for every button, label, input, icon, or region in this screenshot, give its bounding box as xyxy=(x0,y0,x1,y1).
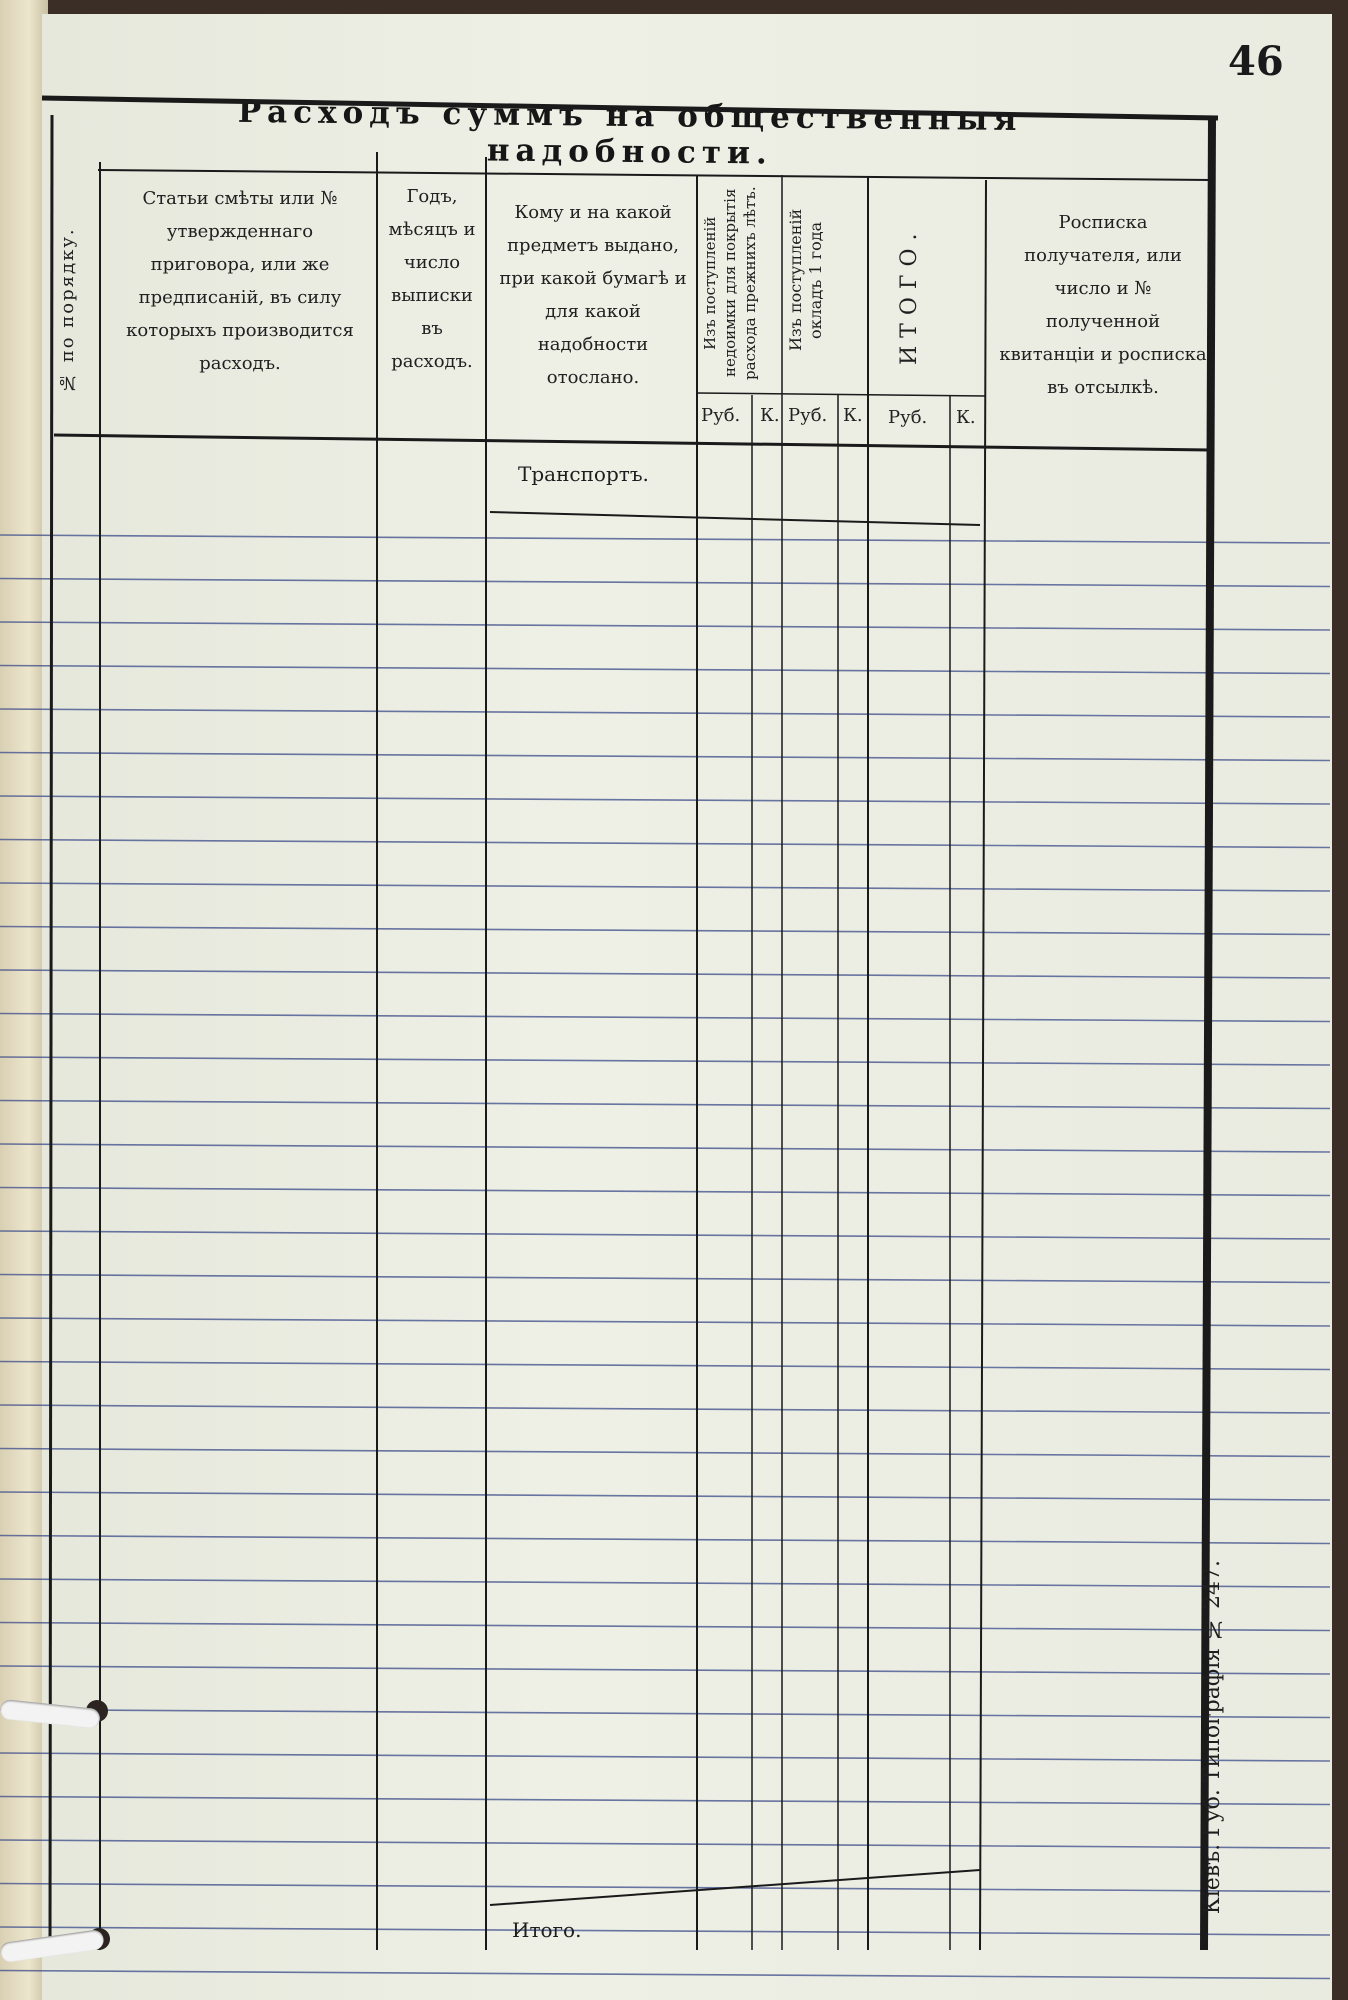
ruling-line xyxy=(0,1188,1330,1196)
ruling-line xyxy=(0,1797,1330,1805)
column-header-articles: Статьи смѣты или № утвержденнаго приговора, или же предписаній, въ силу которыхъ производится расходъ. xyxy=(126,188,354,374)
column-header-date: Годъ, мѣсяцъ и число выписки въ расходъ. xyxy=(388,186,476,372)
printer-imprint: Кіевъ. Губ. Типографія № 247. xyxy=(1200,1560,1225,1915)
transport-row-label: Транспортъ. xyxy=(518,462,649,486)
ruling-line xyxy=(0,622,1330,630)
ruling-line xyxy=(0,1579,1330,1587)
page-title: Расходъ суммъ на общественныя надобности. xyxy=(237,93,1023,172)
ruling-line xyxy=(0,1275,1330,1283)
unit-kop-total: К. xyxy=(956,407,976,428)
ruling-line xyxy=(0,1405,1330,1413)
ruling-line xyxy=(0,753,1330,761)
ruling-line xyxy=(0,1101,1330,1109)
ruling-line xyxy=(0,1710,1330,1718)
ruling-line xyxy=(0,709,1330,717)
ruling-line xyxy=(0,1666,1330,1674)
ruling-line xyxy=(0,796,1330,804)
ruling-line xyxy=(0,1318,1330,1326)
ruling-line xyxy=(0,1057,1330,1065)
ruling-line xyxy=(0,579,1330,587)
ruling-line xyxy=(0,1492,1330,1500)
ruling-line xyxy=(0,1927,1330,1935)
unit-rub-total: Руб. xyxy=(888,407,928,428)
unit-rub-current: Руб. xyxy=(788,405,828,426)
ruling-line xyxy=(0,1623,1330,1631)
unit-kop-current: К. xyxy=(843,405,863,426)
ruling-line xyxy=(0,927,1330,935)
ruling-line xyxy=(0,1971,1330,1979)
ruling-line xyxy=(0,1449,1330,1457)
ruling-line xyxy=(0,1753,1330,1761)
ruling-line xyxy=(0,1884,1330,1892)
ruling-line xyxy=(0,840,1330,848)
column-header-recipient: Кому и на какой предметъ выдано, при какой бумагѣ и для какой надобности отослано. xyxy=(499,202,687,388)
column-header-total: ИТОГО. xyxy=(897,225,922,365)
page-number: 46 xyxy=(1228,38,1284,85)
ruling-line xyxy=(0,1840,1330,1848)
column-header-receipt: Росписка получателя, или число и № полученной квитанціи и росписка въ отсылкѣ. xyxy=(999,212,1207,398)
ruling-line xyxy=(0,535,1330,543)
column-header-number: № по порядку. xyxy=(57,227,78,393)
column-header-current: Изъ поступленій окладъ 1 года xyxy=(786,208,825,352)
total-row-label: Итого. xyxy=(512,1918,582,1942)
ruling-line xyxy=(0,1231,1330,1239)
unit-rub-arrears: Руб. xyxy=(701,405,741,426)
column-header-arrears: Изъ поступленій недоимки для покрытія расхода прежнихъ лѣтъ. xyxy=(701,186,759,380)
unit-kop-arrears: К. xyxy=(760,405,780,426)
ruling-line xyxy=(0,970,1330,978)
ruling-line xyxy=(0,666,1330,674)
ruling-line xyxy=(0,1362,1330,1370)
ruling-line xyxy=(0,883,1330,891)
ruling-line xyxy=(0,1014,1330,1022)
ruling-line xyxy=(0,1144,1330,1152)
ruling-line xyxy=(0,1536,1330,1544)
